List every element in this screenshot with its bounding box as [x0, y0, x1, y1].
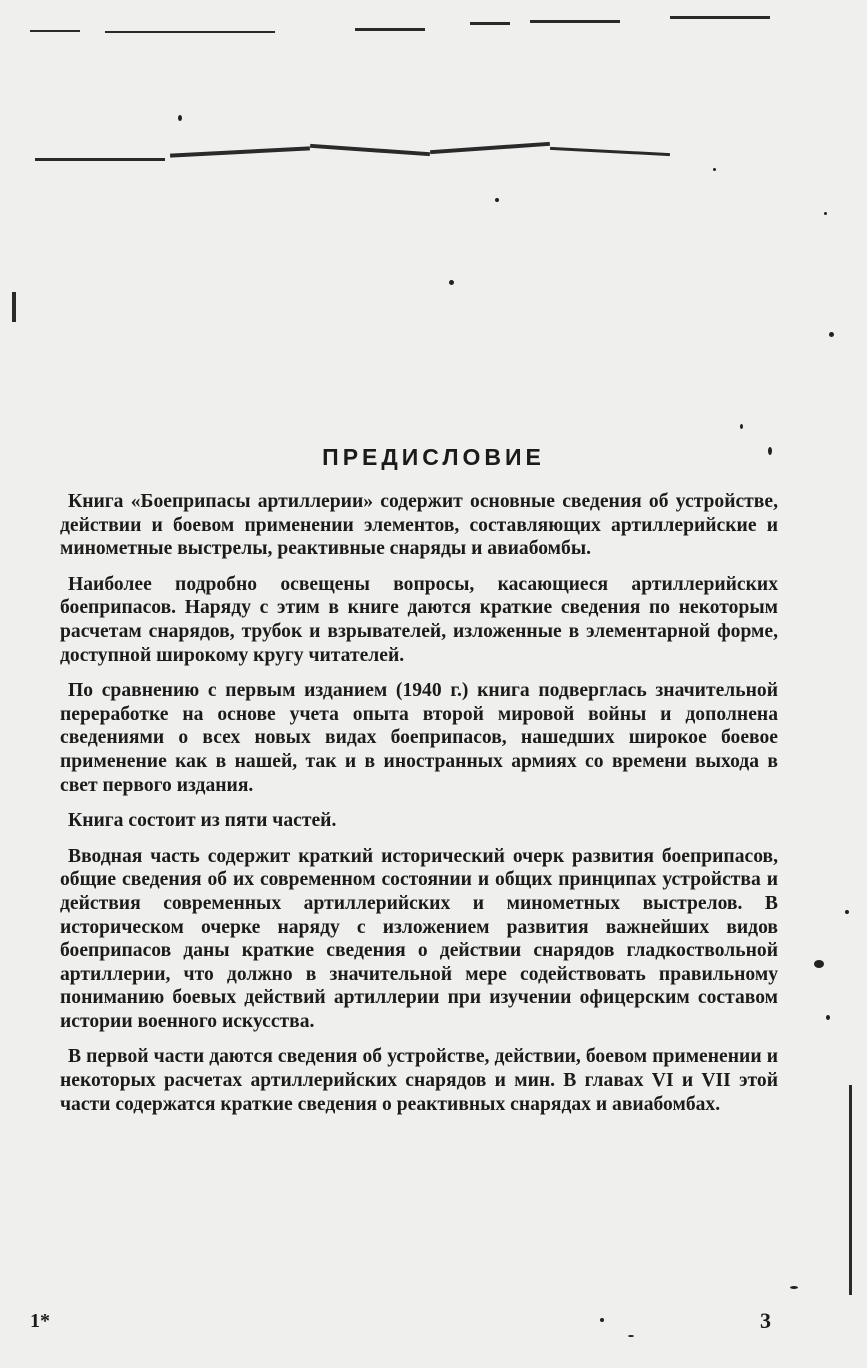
top-rule-3 [355, 28, 425, 31]
paragraph: В первой части даются сведения об устройстве, действии, боевом применении и некоторых расчетах артиллерийских снарядов и мин. В главах VI и VII этой части содержатся краткие сведения о реактивных снарядах и авиабомбах. [60, 1046, 778, 1115]
ornament-rule-mid3 [430, 142, 550, 154]
speck [600, 1318, 604, 1322]
top-rule-5 [530, 20, 620, 23]
speck [628, 1335, 634, 1337]
speck [713, 168, 716, 171]
speck [178, 115, 182, 121]
ornament-rule-left [35, 158, 165, 161]
top-rule-4 [470, 22, 510, 25]
top-rule-1 [30, 30, 80, 32]
right-margin-line [849, 1085, 852, 1295]
page-number: 3 [760, 1308, 771, 1333]
speck [826, 1015, 830, 1020]
paragraph: Вводная часть содержит краткий исторический очерк развития боеприпасов, общие сведения об их современном состоянии и общих принципах устройства и действия современных артиллерийских и минометных выстрелов. В историческом очерке наряду с изложением развития важнейших видов боеприпасов даны краткие сведения о действии снарядов гладкоствольной артиллерии, что должно в значительной мере содействовать правильному пониманию боевых действий артиллерии при изучении офицерским составом истории военного искусства. [60, 845, 778, 1032]
body-text [60, 490, 778, 1128]
paragraph: Книга «Боеприпасы артиллерии» содержит основные сведения об устройстве, действии и боевом применении элементов, составляющих артиллерийские и минометные выстрелы, реактивные снаряды и авиабомбы. [60, 491, 778, 560]
speck [845, 910, 849, 914]
paragraph: Наиболее подробно освещены вопросы, касающиеся артиллерийских боеприпасов. Наряду с этим в книге даются краткие сведения по некоторым расчетам снарядов, трубок и взрывателей, изложенные в элементарной форме, доступной широкому кругу читателей. [60, 573, 778, 666]
ornament-rule-mid1 [170, 146, 310, 157]
speck [740, 424, 743, 429]
speck [814, 960, 824, 968]
paragraph: По сравнению с первым изданием (1940 г.) книга подверглась значительной переработке на основе учета опыта второй мировой войны и дополнена сведениями о всех новых видах боеприпасов, нашедших широкое боевое применение как в нашей, так и в иностранных армиях со времени выхода в свет первого издания. [60, 680, 778, 796]
signature-mark: 1* [30, 1310, 50, 1332]
page-title: ПРЕДИСЛОВИЕ [322, 444, 545, 470]
ornament-rule-right [550, 147, 670, 156]
ornament-rule-mid2 [310, 144, 430, 156]
top-rule-2 [105, 31, 275, 33]
speck [829, 332, 834, 337]
top-rule-6 [670, 16, 770, 19]
speck [824, 212, 827, 215]
paragraph: Книга состоит из пяти частей. [68, 810, 337, 832]
left-margin-mark [12, 292, 16, 322]
speck [495, 198, 499, 202]
speck [449, 280, 454, 285]
speck [790, 1286, 798, 1289]
